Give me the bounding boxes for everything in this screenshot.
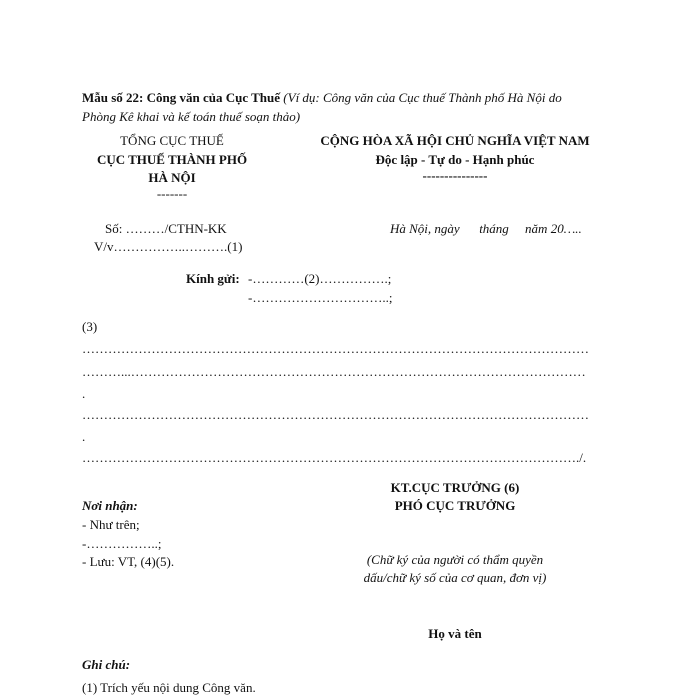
country-name: CỘNG HÒA XÃ HỘI CHỦ NGHĨA VIỆT NAM [320,133,590,148]
place-date: Hà Nội, ngày tháng năm 20….. [390,221,582,236]
motto-divider: --------------- [422,168,488,183]
issuer-line1: TỔNG CỤC THUẾ [120,133,224,148]
notes-label: Ghi chú: [82,657,131,672]
body-line6 [82,450,618,466]
template-note: (Ví dụ: Công văn của Cục thuế Thành phố Hà Nội do [283,90,562,105]
body-marker: (3) [82,319,98,334]
body-line2: ………...…………………………………………………………………………………………… [82,364,586,379]
recipients-label: Nơi nhận: [82,498,138,513]
issuer-line3: HÀ NỘI [148,170,196,185]
template-note-continued: Phòng Kê khai và kế toán thuế soạn thảo) [82,109,301,124]
recipients-item3: - Lưu: VT, (4)(5). [82,554,175,569]
signature-note1: (Chữ ký của người có thẩm quyền [366,552,544,567]
recipient-line2: -…………………………..; [248,290,393,305]
recipients-item1: - Như trên; [82,517,140,532]
recipients-item2: -……………..; [82,536,162,551]
body-line1: ……………………………………………………………………………………………………… [82,341,589,356]
signature-title1: KT.CỤC TRƯỞNG (6) [390,480,520,495]
body-line4: ……………………………………………………………………………………………………… [82,407,589,422]
template-heading [82,90,562,106]
signature-note2: dấu/chữ ký số của cơ quan, đơn vị) [363,570,547,585]
notes-item1: (1) Trích yếu nội dung Công văn. [82,680,256,695]
issuer-divider: ------- [156,186,188,201]
signer-name: Họ và tên [428,626,482,641]
country-slogan: Độc lập - Tự do - Hạnh phúc [375,152,535,167]
signature-title2: PHÓ CỤC TRƯỞNG [394,498,516,513]
issuer-line2: CỤC THUẾ THÀNH PHỐ [96,152,248,167]
body-line6-text: ……………………………………………………………………………………………………./. [82,450,587,465]
template-label: Mẫu số 22: Công văn của Cục Thuế [82,90,281,105]
document-number: Số: ………/CTHN-KK [105,221,227,236]
recipient-label: Kính gửi: [186,271,240,286]
recipient-line1: -…………(2)…………….; [248,271,392,286]
body-line5: . [82,429,86,444]
body-line3: . [82,386,86,401]
document-subject: V/v……………..……….(1) [94,239,243,254]
